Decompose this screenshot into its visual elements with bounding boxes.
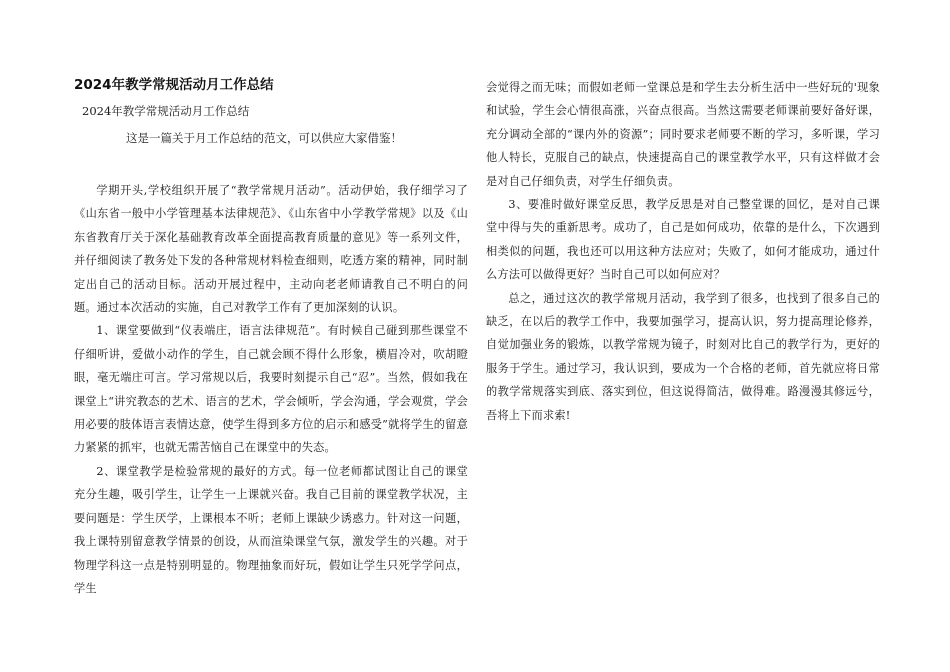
document-note: 这是一篇关于月工作总结的范文，可以供应大家借鉴！ [126,131,402,145]
paragraph: 1、课堂要做到“仪表端庄，语言法律规范”。有时候自己碰到那些课堂不仔细听讲，爱做小动作的学生，自己就会顾不得什么形象，横眉冷对，吹胡瞪眼，毫无端庄可言。学习常规以后，我要时刻提示自己“忍”。当然，假如我在课堂上“讲究教态的艺术、语言的艺术，学会倾听，学会沟通，学会观赏，学会用必要的肢体语言表情达意，使学生得到多方位的启示和感受”就将学生的留意力紧紧的抓牢，也就无需苦恼自己在课堂中的失态。 [74,324,468,455]
left-column [74,76,468,600]
paragraph: 3、要准时做好课堂反思，教学反思是对自己整堂课的回忆，是对自己课堂中得与失的重新思考。成功了，自己是如何成功，依靠的是什么，下次遇到相类似的问题，我也还可以用这种方法应对；失败了，如何才能成功，通过什么方法可以做得更好？当时自己可以如何应对？ [486,198,880,282]
paragraph: 会觉得之而无味；而假如老师一堂课总是和学生去分析生活中一些好玩的'现象和试验，学生会心情很高涨，兴奋点很高。当然这需要老师课前要好备好课，充分调动全部的“课内外的资源”；同时要求老师要不断的学习，多听课，学习他人特长，克服自己的缺点，快速提高自己的课堂教学水平，只有这样做才会是对自己仔细负责，对学生仔细负责。 [486,81,880,188]
paragraph: 2、课堂教学是检验常规的最好的方式。每一位老师都试图让自己的课堂充分生趣，吸引学生，让学生一上课就兴奋。我自己目前的课堂教学状况，主要问题是：学生厌学，上课根本不听；老师上课缺少诱惑力。针对这一问题，我上课特别留意教学情景的创设，从而渲染课堂气氛，激发学生的兴趣。对于物理学科这一点是特别明显的。物理抽象而好玩，假如让学生只死学学问点，学生 [74,464,468,595]
paragraph: 总之，通过这次的教学常规月活动，我学到了很多，也找到了很多自己的缺乏，在以后的教学工作中，我要加强学习，提高认识，努力提高理论修养，自觉加强业务的锻炼，以教学常规为镜子，时刻对比自己的教学行为，更好的服务于学生。通过学习，我认识到，要成为一个合格的老师，首先就应将日常的教学常规落实到底、落实到位，但这说得简洁，做得难。路漫漫其修远兮，吾将上下而求索! [486,291,880,422]
document-subtitle: 2024年教学常规活动月工作总结 [82,104,250,118]
document-title: 2024年教学常规活动月工作总结 [74,77,274,93]
right-column [486,76,880,427]
paragraph: 学期开头,学校组织开展了“教学常规月活动”。活动伊始，我仔细学习了《山东省一般中小学管理基本法律规范》、《山东省中小学教学常规》以及《山东省教育厅关于深化基础教育改革全面提高教育质量的意见》等一系列文件，并仔细阅读了教务处下发的各种常规材料检查细则，吃透方案的精神，同时制定出自己的活动目标。活动开展过程中，主动向老老师请教自己不明白的问题。通过本次活动的实施，自己对教学工作有了更加深刻的认识。 [74,184,468,315]
